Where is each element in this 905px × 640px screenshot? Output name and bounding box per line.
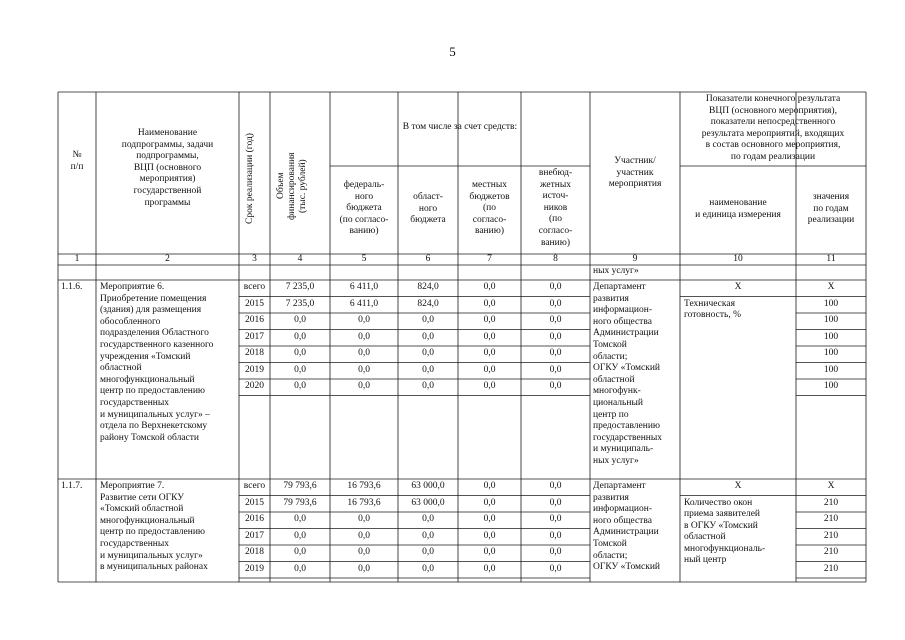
row-total: 0,0: [294, 331, 306, 342]
header-regional: област- ного бюджета: [410, 192, 446, 226]
row-total: 0,0: [294, 315, 306, 325]
row-regional: 0,0: [422, 364, 434, 375]
row-extra: 0,0: [549, 348, 562, 358]
row-year: 2018: [245, 348, 264, 358]
indicator-header: X: [734, 282, 742, 292]
row-year: 2018: [245, 547, 264, 557]
column-number: 5: [361, 254, 367, 264]
row-local: 0,0: [483, 315, 496, 325]
row-value: 210: [823, 563, 839, 574]
column-number: 2: [165, 254, 170, 264]
row-local: 0,0: [483, 563, 496, 574]
column-number: 6: [425, 254, 431, 264]
row-total: 79 793,6: [283, 481, 317, 491]
indicator-header: X: [734, 481, 742, 491]
row-total: 7 235,0: [285, 282, 315, 292]
row-federal: 0,0: [358, 514, 370, 524]
row-federal: 0,0: [358, 315, 370, 325]
row-regional: 824,0: [417, 282, 439, 292]
row-federal: 0,0: [358, 364, 370, 375]
header-number: № п/п: [70, 150, 84, 172]
header-name: Наименование подпрограммы, задачи подпрограммы, ВЦП (основного мероприятия) государственной программы: [121, 128, 214, 208]
event-number: 1.1.6.: [61, 282, 83, 292]
row-total: 0,0: [294, 563, 306, 574]
header-participant: Участник/ участник мероприятия: [608, 156, 662, 190]
row-regional: 0,0: [422, 514, 434, 524]
row-value: 100: [823, 381, 839, 391]
row-federal: 0,0: [358, 381, 370, 391]
row-extra: 0,0: [549, 315, 562, 325]
row-federal: 16 793,6: [347, 497, 381, 508]
row-extra: 0,0: [549, 547, 562, 557]
row-extra: 0,0: [549, 481, 562, 491]
event-number: 1.1.7.: [61, 481, 83, 491]
column-number: 7: [487, 254, 492, 264]
column-number: 9: [632, 254, 638, 264]
row-extra: 0,0: [549, 331, 562, 342]
row-total: 0,0: [294, 514, 306, 524]
row-regional: 0,0: [422, 530, 434, 541]
row-regional: 0,0: [422, 348, 434, 358]
row-value: 210: [823, 530, 839, 541]
row-value: X: [827, 481, 835, 491]
row-total: 0,0: [294, 547, 306, 557]
row-federal: 0,0: [358, 563, 370, 574]
row-local: 0,0: [483, 282, 496, 292]
row-year: 2015: [245, 298, 264, 309]
row-year: 2017: [245, 530, 264, 541]
row-year: 2017: [245, 331, 264, 342]
row-value: 100: [823, 331, 839, 342]
row-regional: 0,0: [422, 563, 434, 574]
header-indicator-values: значения по годам реализации: [807, 192, 855, 226]
row-regional: 63 000,0: [411, 481, 445, 491]
carryover-text: ных услуг»: [593, 266, 639, 276]
row-year: всего: [243, 481, 266, 491]
row-extra: 0,0: [549, 364, 562, 375]
header-volume: Объем финансирования (тыс. рублей): [276, 152, 308, 220]
row-local: 0,0: [483, 547, 496, 557]
row-value: 210: [823, 497, 839, 508]
row-year: 2016: [245, 514, 264, 524]
row-value: X: [827, 282, 835, 292]
row-federal: 0,0: [358, 331, 370, 342]
row-federal: 0,0: [358, 348, 370, 358]
row-extra: 0,0: [549, 381, 562, 391]
column-number: 11: [826, 254, 836, 264]
header-indicator-name: наименование и единица измерения: [695, 198, 781, 220]
row-value: 100: [823, 364, 839, 375]
row-year: 2019: [245, 364, 264, 375]
row-extra: 0,0: [549, 530, 562, 541]
row-local: 0,0: [483, 497, 496, 508]
row-year: 2015: [245, 497, 264, 508]
row-year: 2019: [245, 563, 264, 574]
row-federal: 6 411,0: [349, 282, 379, 292]
row-year: 2020: [245, 381, 264, 391]
column-number: 1: [74, 254, 80, 264]
row-local: 0,0: [483, 298, 496, 309]
row-federal: 16 793,6: [347, 481, 381, 491]
row-total: 0,0: [294, 530, 306, 541]
row-regional: 0,0: [422, 315, 434, 325]
row-regional: 0,0: [422, 547, 434, 557]
row-value: 210: [823, 514, 839, 524]
row-extra: 0,0: [549, 282, 562, 292]
row-value: 100: [823, 315, 839, 325]
row-total: 0,0: [294, 364, 306, 375]
row-extra: 0,0: [549, 514, 562, 524]
row-extra: 0,0: [549, 497, 562, 508]
row-total: 0,0: [294, 381, 306, 391]
header-local: местных бюджетов (по согласо- ванию): [469, 180, 510, 237]
event-name: Мероприятие 6. Приобретение помещения (здания) для размещения обособленного подразделения Областного государственного казенного учреждения «Томский областной многофункциональный центр по предоставлению государственных и муниципальных услуг» – отдела по Верхнекетскому району Томской области: [100, 282, 214, 443]
row-regional: 63 000,0: [411, 497, 445, 508]
column-number: 3: [252, 254, 257, 264]
event-name: Мероприятие 7. Развитие сети ОГКУ «Томский областной многофункциональный центр по предоставлению государственных и муниципальных услуг» в муниципальных районах: [100, 481, 208, 573]
row-value: 100: [823, 348, 839, 358]
row-extra: 0,0: [549, 563, 562, 574]
header-period: Срок реализации (год): [245, 133, 255, 225]
row-year: 2016: [245, 315, 264, 325]
row-local: 0,0: [483, 381, 496, 391]
row-regional: 0,0: [422, 331, 434, 342]
indicator-name: Количество окон приема заявителей в ОГКУ «Томский областной многофункциональ- ный центр: [684, 497, 766, 566]
header-indicators-group: Показатели конечного результата ВЦП (основного мероприятия), показатели непосредственного результата мероприятий, входящих в состав основного мероприятия, по годам реализации: [701, 94, 845, 162]
event-participant: Департамент развития информацион- ного общества Администрации Томской области; ОГКУ «Томский: [593, 481, 661, 573]
row-total: 79 793,6: [283, 497, 317, 508]
row-local: 0,0: [483, 364, 496, 375]
row-federal: 6 411,0: [349, 298, 379, 309]
column-number: 10: [733, 254, 743, 264]
row-year: всего: [243, 282, 266, 292]
header-extra: внебюд- жетных источ- ников (по согласо- ванию): [538, 168, 573, 248]
row-local: 0,0: [483, 331, 496, 342]
header-federal: федераль- ного бюджета (по согласо- ванию): [339, 180, 389, 237]
row-federal: 0,0: [358, 530, 370, 541]
column-number: 4: [297, 254, 303, 264]
row-extra: 0,0: [549, 298, 562, 309]
row-regional: 824,0: [417, 298, 439, 309]
row-total: 0,0: [294, 348, 306, 358]
row-total: 7 235,0: [285, 298, 315, 309]
row-federal: 0,0: [358, 547, 370, 557]
row-regional: 0,0: [422, 381, 434, 391]
row-local: 0,0: [483, 481, 496, 491]
row-value: 210: [823, 547, 839, 557]
row-value: 100: [823, 298, 839, 309]
row-local: 0,0: [483, 514, 496, 524]
row-local: 0,0: [483, 348, 496, 358]
header-funding-group: В том числе за счет средств:: [402, 122, 518, 132]
event-participant: Департамент развития информацион- ного общества Администрации Томской области; ОГКУ «Томский областной многофунк- циональный центр по предоставлению государственных и муниципаль- ных услуг»: [593, 282, 663, 466]
indicator-name: Техническая готовность, %: [684, 298, 741, 321]
column-number: 8: [553, 254, 558, 264]
page-number: 5: [449, 44, 456, 59]
row-local: 0,0: [483, 530, 496, 541]
